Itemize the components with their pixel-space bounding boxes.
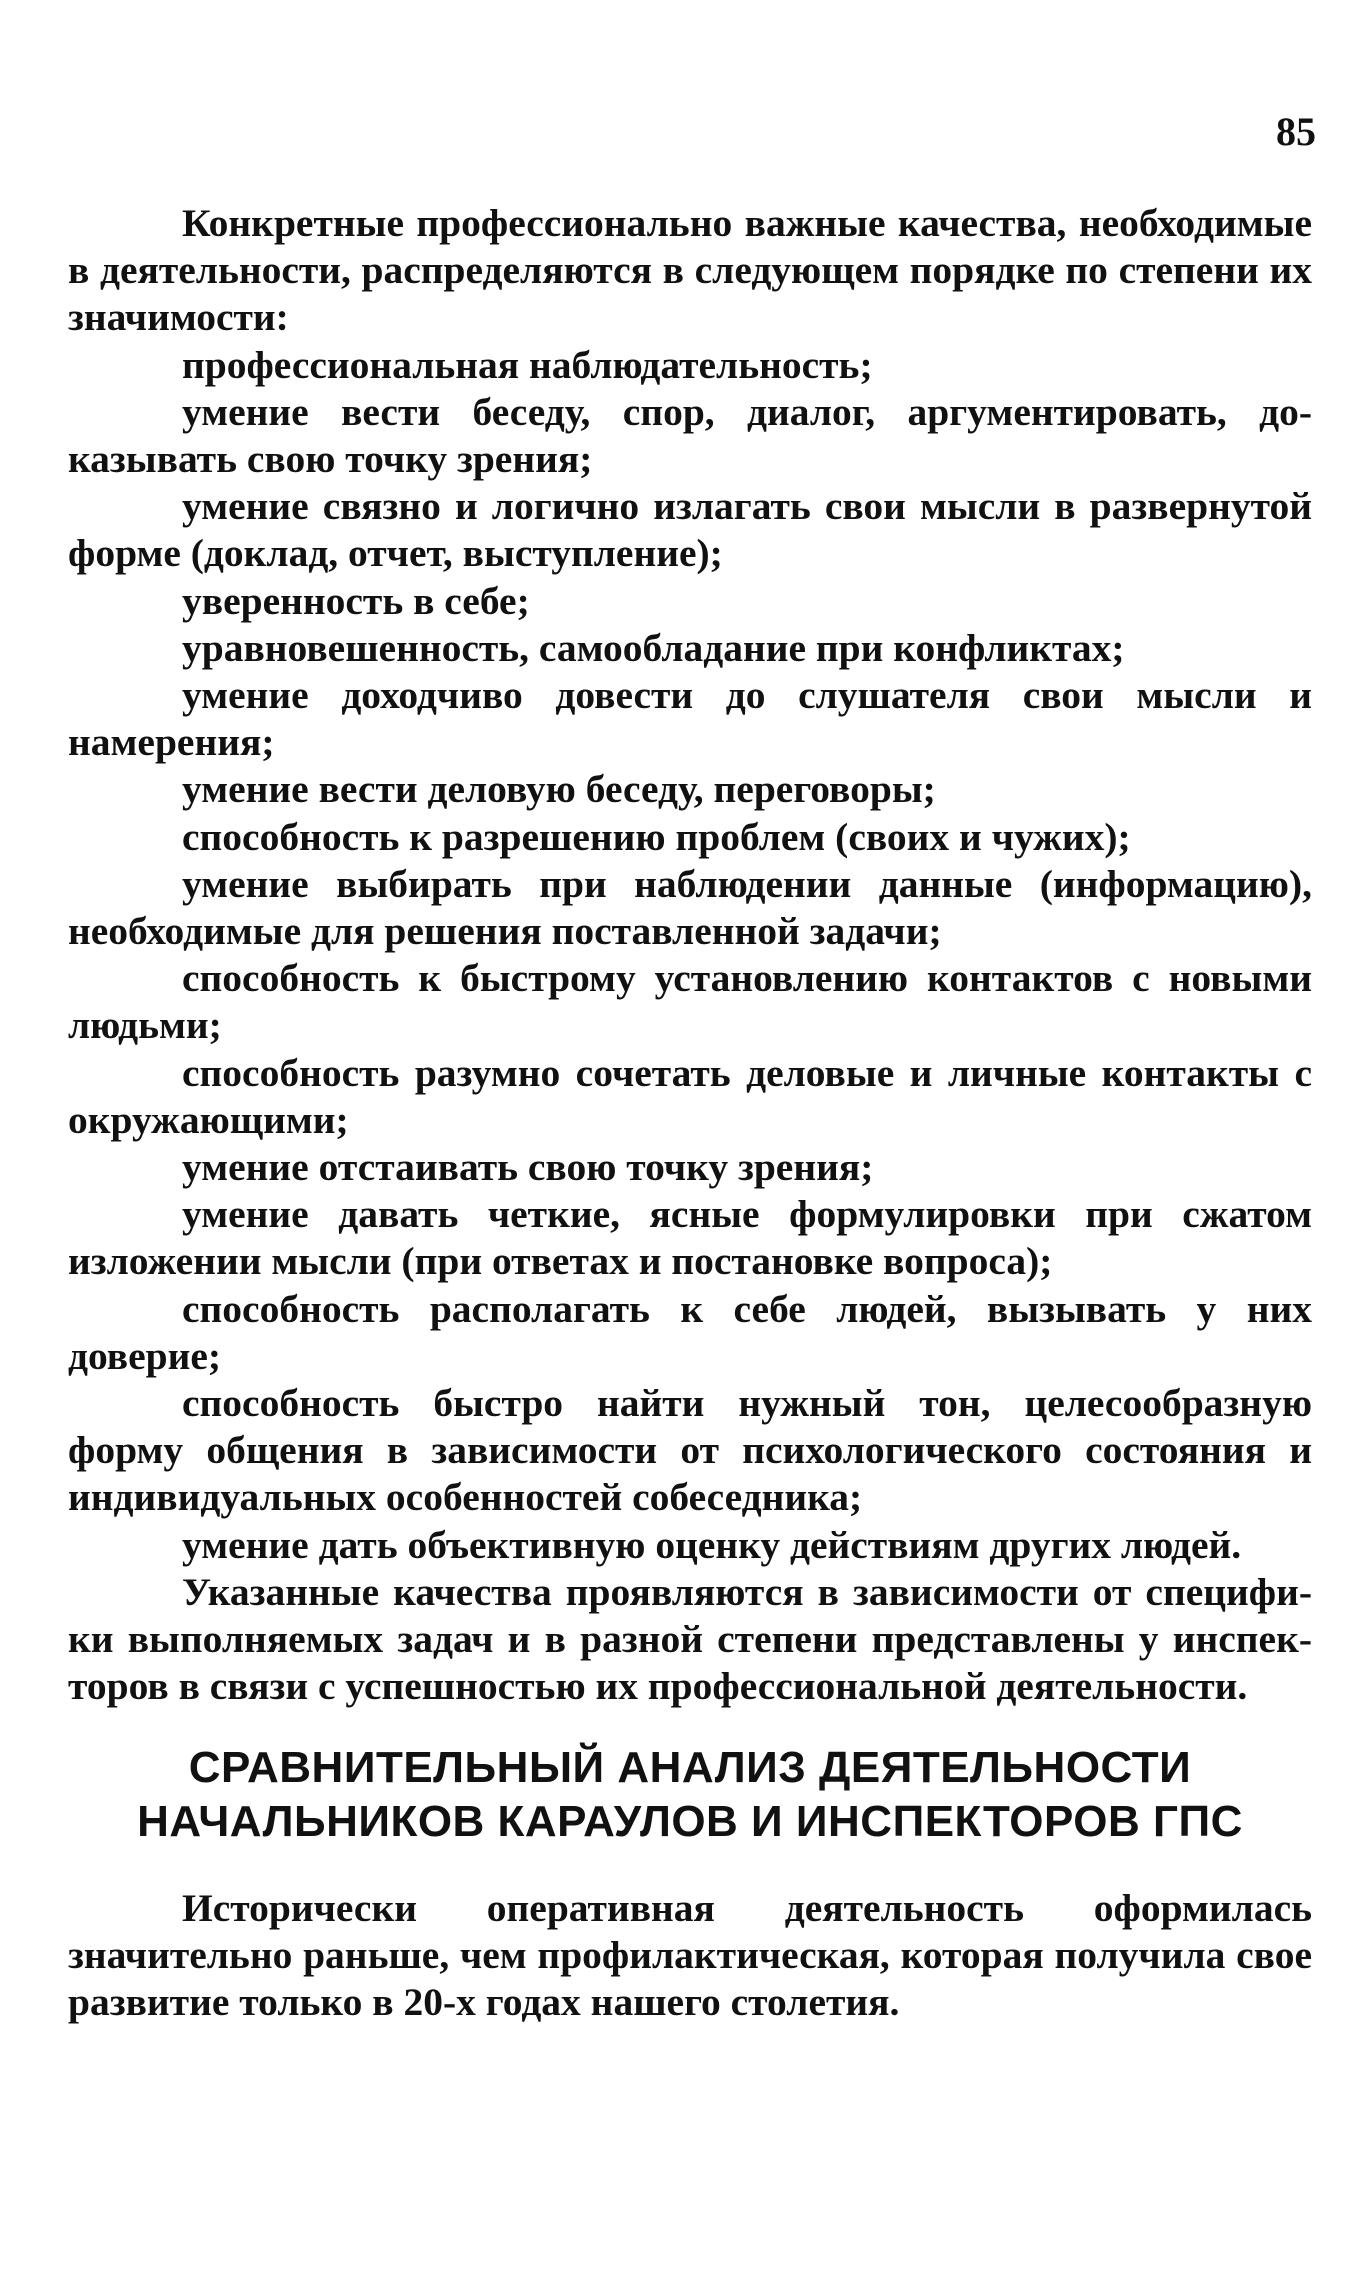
list-item-clarity: умение доходчиво довести до слушателя свои мысли и намерения; (68, 673, 1312, 765)
section-paragraph: Исторически оперативная деятельность оформилась значительно раньше, чем профилактическая, которая получила свое развитие только в 20-х годах нашего столетия. (68, 1885, 1312, 2024)
page-number: 85 (1276, 109, 1316, 154)
list-item-data-selection: умение выбирать при наблюдении данные (информацию), необходимые для решения поставленной задачи; (68, 861, 1312, 954)
main-text (68, 200, 1312, 2026)
list-item-conversation: умение вести беседу, спор, диалог, аргументировать, доказывать свою точку зрения; (68, 389, 1312, 482)
list-item-observation: профессиональная наблюдательность; (182, 342, 873, 387)
list-item-defend-view: умение отстаивать свою точку зрения; (182, 1145, 874, 1190)
list-item-tone: способность быстро найти нужный тон, целесообразную форму общения в зависимости от психологического состояния и индивидуальных особенностей собеседника; (68, 1381, 1312, 1520)
list-item-contacts: способность к быстрому установлению контактов с новыми людьми; (68, 956, 1312, 1048)
section-heading-line-1: СРАВНИТЕЛЬНЫЙ АНАЛИЗ ДЕЯТЕЛЬНОСТИ (188, 1742, 1192, 1792)
list-item-problem-solving: способность к разрешению проблем (своих и чужих); (182, 814, 1131, 859)
section-heading-line-2: НАЧАЛЬНИКОВ КАРАУЛОВ И ИНСПЕКТОРОВ ГПС (137, 1796, 1243, 1846)
list-item-balance: способность разумно сочетать деловые и личные контакты с окружающими; (68, 1050, 1312, 1142)
list-item-negotiation: умение вести деловую беседу, переговоры; (182, 767, 936, 812)
list-item-formulations: умение давать четкие, ясные формулировки при сжатом изложении мысли (при ответах и постановке вопроса); (68, 1192, 1312, 1284)
list-item-evaluation: умение дать объективную оценку действиям других людей. (182, 1522, 1242, 1567)
paragraph-summary: Указанные качества проявляются в зависимости от специфики выполняемых задач и в разной степени представлены у инспекторов в связи с успешностью их профессиональной деятельности. (68, 1569, 1312, 1709)
list-item-confidence: уверенность в себе; (182, 578, 530, 623)
list-item-composure: уравновешенность, самообладание при конфликтах; (182, 625, 1125, 670)
section-heading (68, 1741, 1312, 1849)
list-item-expression: умение связно и логично излагать свои мысли в развернутой форме (доклад, отчет, выступление); (68, 484, 1312, 576)
paragraph-intro: Конкретные профессионально важные качества, необходимые в деятельности, распределяются в следующем порядке по степени их значимости: (68, 201, 1312, 340)
list-item-trust: способность располагать к себе людей, вызывать у них доверие; (68, 1286, 1312, 1378)
